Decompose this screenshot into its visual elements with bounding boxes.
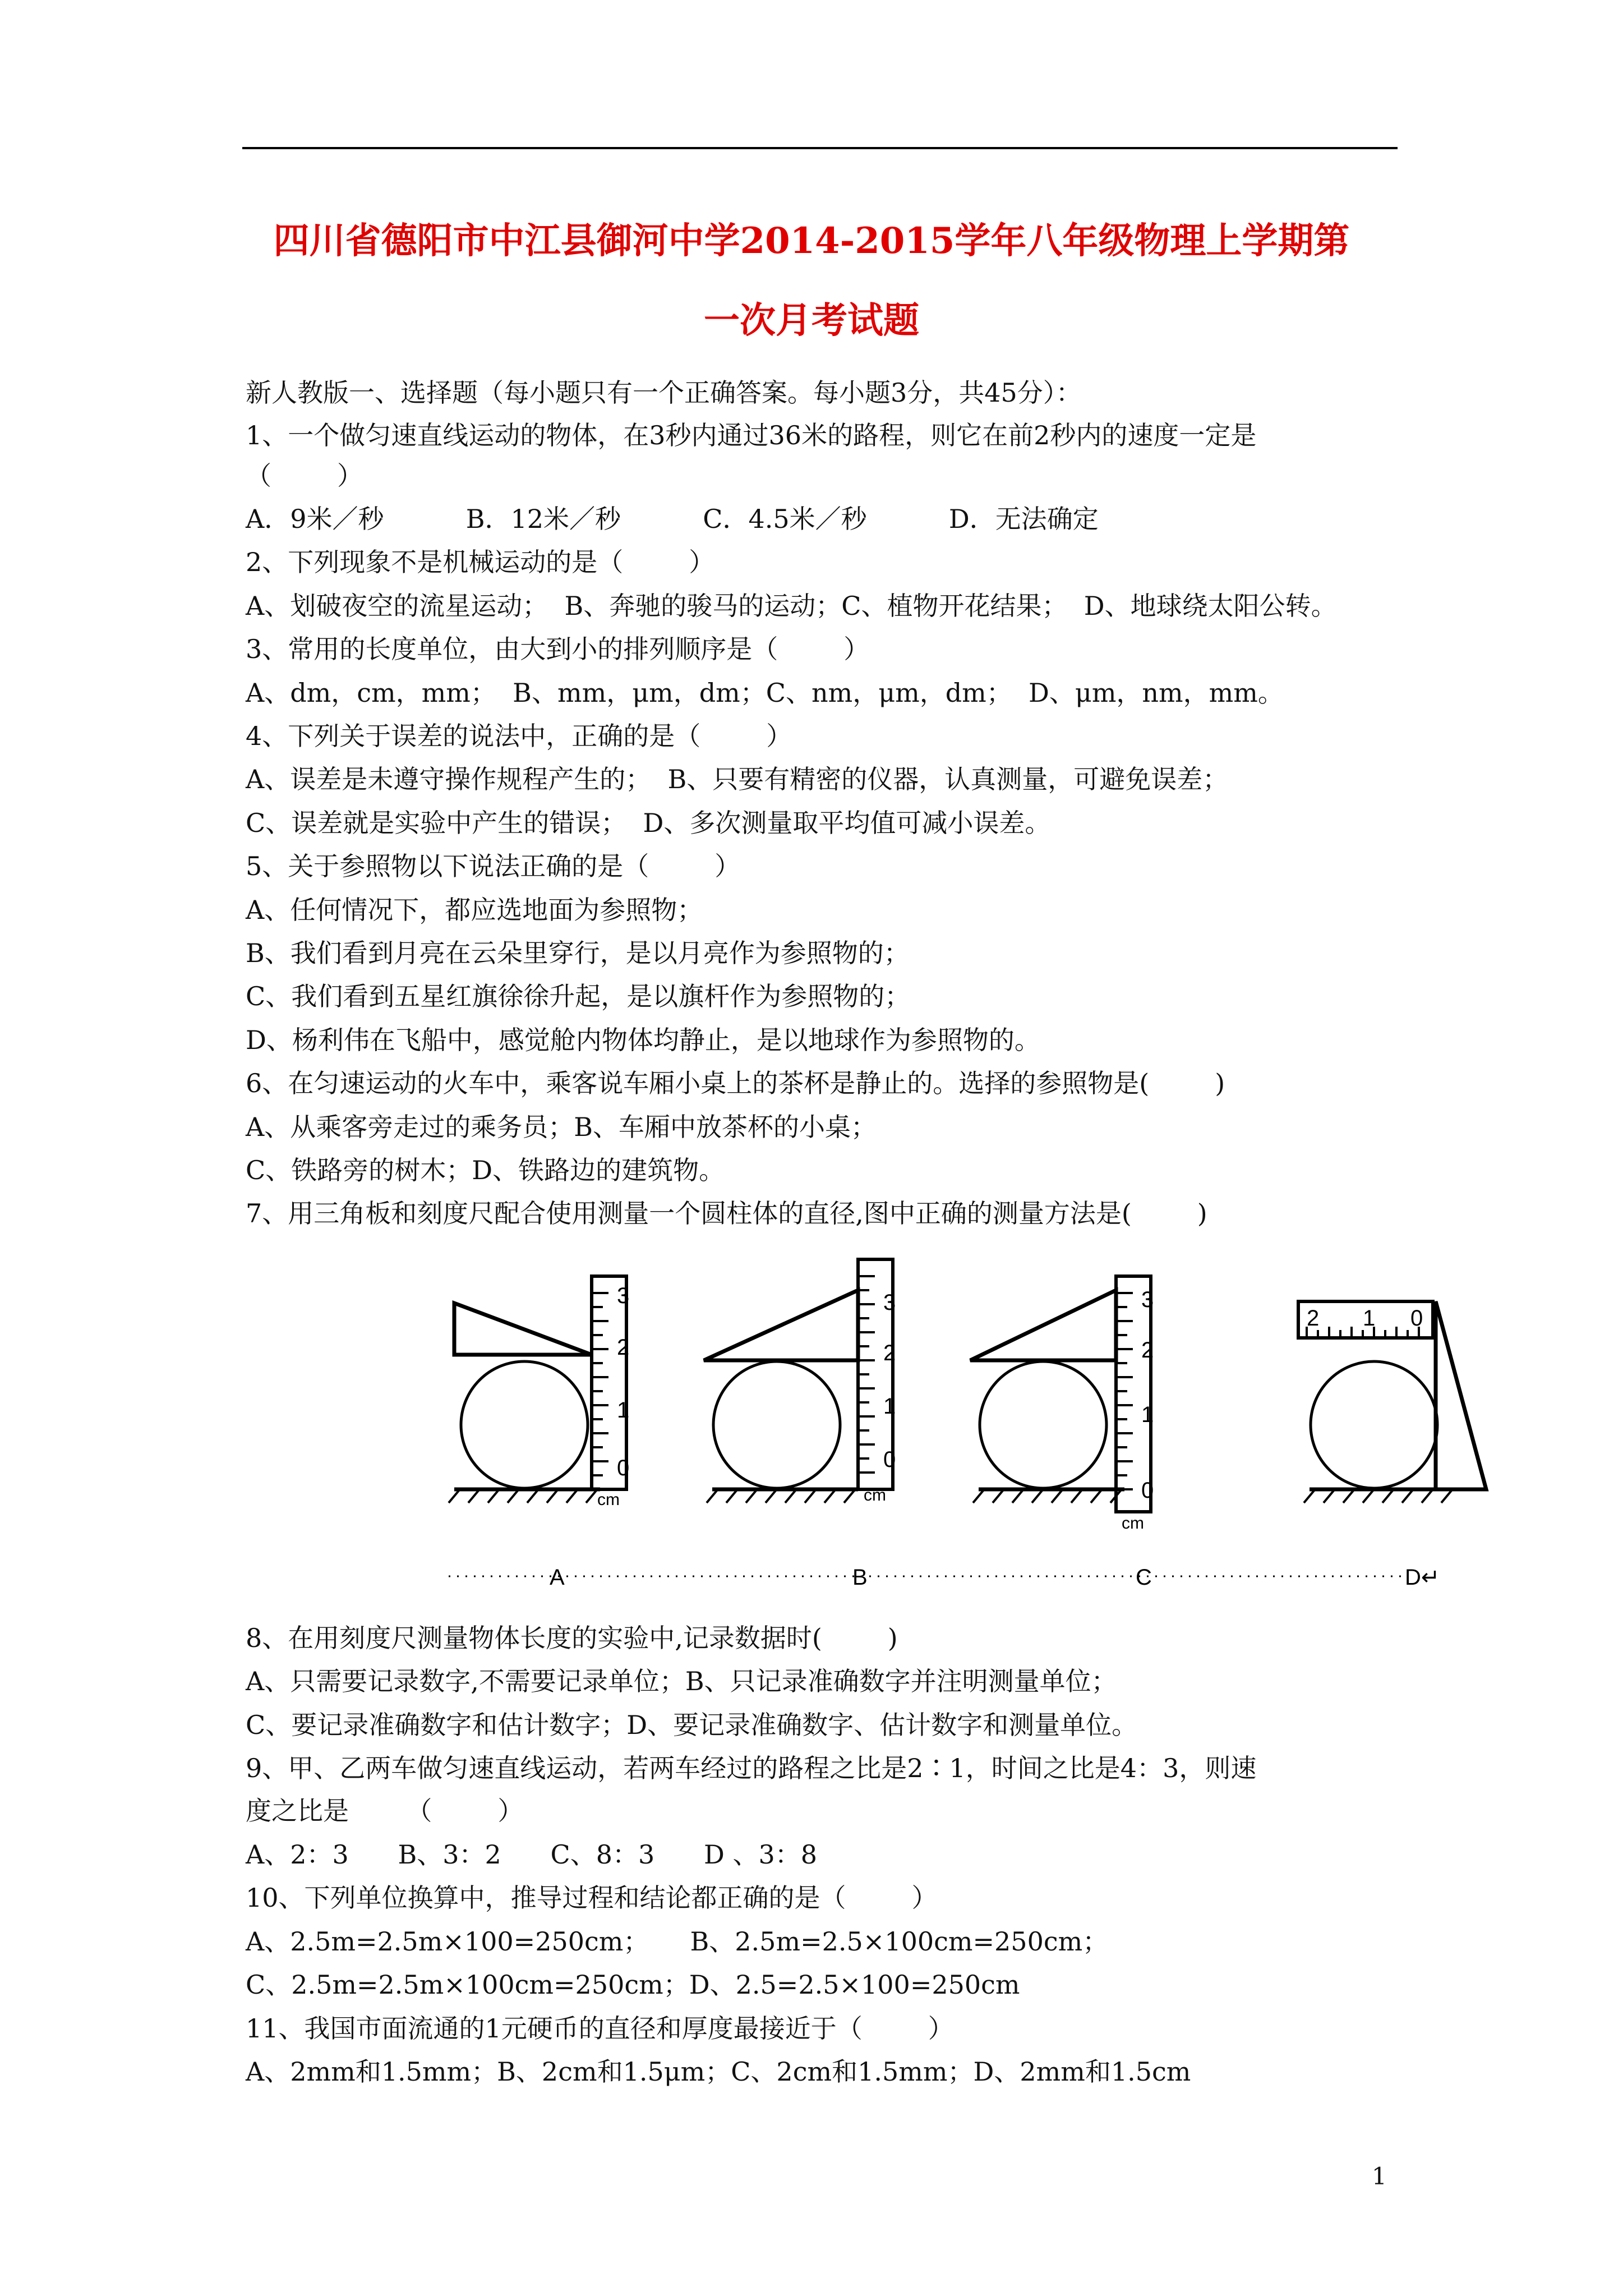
q1-blank: （ ） [246,461,363,491]
q6-options-cd: C、铁路旁的树木；D、铁路边的建筑物。 [246,1155,725,1185]
q9-stem-cont: 度之比是 （ ） [246,1796,524,1826]
q5-option-d: D、杨利伟在飞船中，感觉舱内物体均静止，是以地球作为参照物的。 [246,1025,1040,1055]
q4-stem: 4、下列关于误差的说法中，正确的是（ ） [246,721,792,751]
q5-option-a: A、任何情况下，都应选地面为参照物； [246,895,703,925]
ruler-b-tick-1: 1 [883,1394,896,1419]
q8-options-cd: C、要记录准确数字和估计数字；D、要记录准确数字、估计数字和测量单位。 [246,1710,1138,1740]
q9-stem: 9、甲、乙两车做匀速直线运动，若两车经过的路程之比是2∶1，时间之比是4：3，则速 [246,1753,1257,1783]
q8-options-ab: A、只需要记录数字,不需要记录单位；B、只记录准确数字并注明测量单位； [246,1666,1117,1696]
figure-label-a: A [550,1565,565,1590]
q1-options: A．9米／秒 B．12米／秒 C．4.5米／秒 D．无法确定 [246,504,1099,534]
q5-option-b: B、我们看到月亮在云朵里穿行，是以月亮作为参照物的； [246,938,910,968]
page-title-line2: 一次月考试题 [704,300,919,342]
ruler-d-tick-1: 1 [1363,1306,1376,1331]
page-number: 1 [1372,2162,1387,2190]
ruler-c-tick-0: 0 [1141,1478,1154,1503]
ruler-a-tick-3: 3 [617,1283,630,1308]
page-title-line1: 四川省德阳市中江县御河中学2014-2015学年八年级物理上学期第 [273,220,1350,262]
q2-stem: 2、下列现象不是机械运动的是（ ） [246,547,715,577]
figure-label-c: C [1136,1565,1152,1590]
q9-options: A、2：3 B、3：2 C、8：3 D 、3：8 [246,1839,818,1870]
figure-panel-c [970,1276,1151,1512]
ruler-c-unit: cm [1122,1514,1144,1533]
q3-stem: 3、常用的长度单位，由大到小的排列顺序是（ ） [246,634,870,664]
q6-options-ab: A、从乘客旁走过的乘务员；B、车厢中放茶杯的小桌； [246,1112,877,1142]
q4-options-ab: A、误差是未遵守操作规程产生的； B、只要有精密的仪器，认真测量，可避免误差； [246,764,1229,794]
ruler-a-tick-2: 2 [617,1335,630,1360]
q10-stem: 10、下列单位换算中，推导过程和结论都正确的是（ ） [246,1883,938,1913]
q4-options-cd: C、误差就是实验中产生的错误； D、多次测量取平均值可减小误差。 [246,808,1051,838]
figure-label-b: B [852,1565,868,1590]
q11-stem: 11、我国市面流通的1元硬币的直径和厚度最接近于（ ） [246,2013,954,2044]
ruler-b-tick-2: 2 [883,1341,896,1365]
ruler-c-tick-3: 3 [1141,1287,1154,1312]
ruler-c-tick-2: 2 [1141,1338,1154,1363]
ruler-a-unit: cm [597,1490,620,1509]
q10-options-ab: A、2.5m=2.5m×100=250cm； B、2.5m=2.5×100cm=250cm； [246,1926,1109,1957]
ruler-a-tick-0: 0 [617,1456,630,1480]
header-rule [242,147,1398,149]
ruler-b-unit: cm [864,1486,886,1504]
q11-options: A、2mm和1.5mm；B、2cm和1.5μm；C、2cm和1.5mm；D、2mm和1.5cm [246,2056,1191,2087]
figure-panel-b [704,1259,893,1503]
figure-label-d: D↵ [1405,1565,1440,1590]
q5-stem: 5、关于参照物以下说法正确的是（ ） [246,851,741,881]
section-heading: 新人教版一、选择题（每小题只有一个正确答案。每小题3分，共45分）： [246,378,1082,408]
ruler-c-tick-1: 1 [1141,1402,1154,1427]
q10-options-cd: C、2.5m=2.5m×100cm=250cm；D、2.5=2.5×100=250cm [246,1970,1020,2000]
ruler-b-tick-0: 0 [883,1447,896,1472]
q6-stem: 6、在匀速运动的火车中，乘客说车厢小桌上的茶杯是静止的。选择的参照物是( ) [246,1068,1225,1098]
ruler-d-tick-0: 0 [1410,1306,1423,1331]
ruler-a-tick-1: 1 [617,1398,630,1423]
ruler-d-tick-2: 2 [1307,1306,1320,1331]
q7-figure [432,1254,1570,1613]
q1-stem: 1、一个做匀速直线运动的物体，在3秒内通过36米的路程，则它在前2秒内的速度一定是 [246,420,1257,450]
ruler-b-tick-3: 3 [883,1290,896,1315]
q8-stem: 8、在用刻度尺测量物体长度的实验中,记录数据时( ) [246,1623,898,1653]
q5-option-c: C、我们看到五星红旗徐徐升起，是以旗杆作为参照物的； [246,981,911,1011]
figure-panel-a [449,1276,626,1503]
q3-options: A、dm，cm，mm； B、mm，μm，dm；C、nm，μm，dm； D、μm，nm，mm。 [246,678,1284,708]
q2-options: A、划破夜空的流星运动； B、奔驰的骏马的运动；C、植物开花结果； D、地球绕太阳公转。 [246,591,1337,621]
figure-panel-d [1298,1301,1486,1503]
q7-stem: 7、用三角板和刻度尺配合使用测量一个圆柱体的直径,图中正确的测量方法是( ) [246,1198,1207,1228]
